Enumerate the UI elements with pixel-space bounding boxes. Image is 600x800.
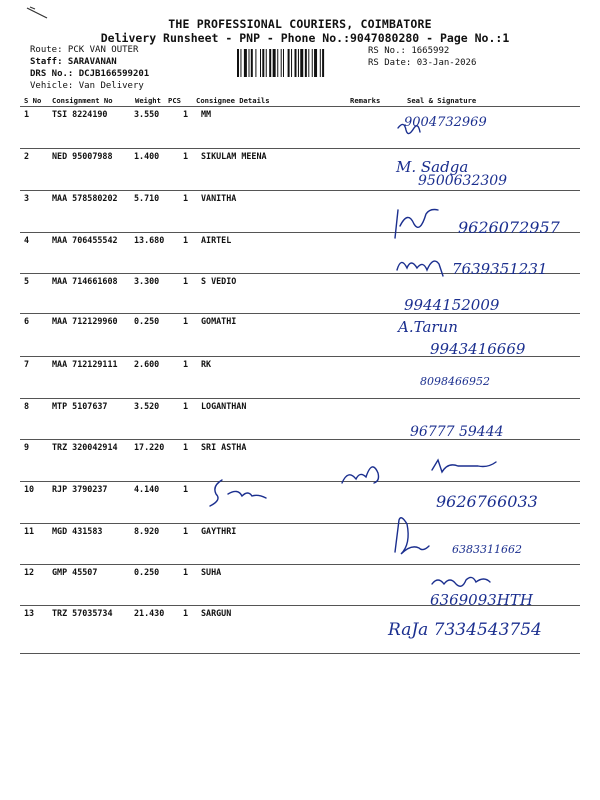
table-row: [0, 359, 600, 399]
cell-consignee: VANITHA: [201, 193, 237, 203]
col-header-remarks: Remarks: [350, 96, 381, 105]
col-header-sno: S No: [24, 96, 42, 105]
row-divider: [20, 564, 580, 565]
barcode-bar: [322, 49, 324, 77]
drs-number: DRS No.: DCJB166599201: [30, 69, 150, 79]
barcode-bar: [288, 49, 290, 77]
handwritten-phone: 7639351231: [452, 260, 548, 278]
row-divider: [20, 190, 580, 191]
cell-sno: 13: [24, 608, 35, 618]
cell-pcs: 1: [183, 567, 189, 577]
handwritten-phone: 9500632309: [418, 173, 508, 189]
cell-consignment: TSI 8224190: [52, 109, 108, 119]
barcode-bar: [291, 49, 292, 77]
table-row: [0, 401, 600, 441]
cell-weight: 5.710: [134, 193, 160, 203]
vehicle-info: Vehicle: Van Delivery: [30, 81, 144, 91]
cell-consignment: TRZ 57035734: [52, 608, 113, 618]
barcode-bar: [308, 49, 309, 77]
cell-sno: 12: [24, 567, 35, 577]
cell-weight: 17.220: [134, 442, 165, 452]
cell-sno: 4: [24, 235, 30, 245]
cell-weight: 1.400: [134, 151, 160, 161]
handwritten-phone: 6369093HTH: [430, 591, 533, 609]
cell-consignment: GMP 45507: [52, 567, 98, 577]
barcode-bar: [237, 49, 239, 77]
row-divider: [20, 481, 580, 482]
cell-consignee: SARGUN: [201, 608, 232, 618]
table-row: [0, 109, 600, 149]
barcode-bar: [251, 49, 253, 77]
barcode-bar: [255, 49, 256, 77]
cell-pcs: 1: [183, 235, 189, 245]
cell-consignment: MAA 706455542: [52, 235, 118, 245]
cell-pcs: 1: [183, 316, 189, 326]
cell-consignment: RJP 3790237: [52, 484, 108, 494]
row-divider: [20, 148, 580, 149]
barcode-bar: [314, 49, 317, 77]
table-row: [0, 276, 600, 316]
handwritten-phone: 9626766033: [436, 492, 538, 511]
cell-consignee: S VEDIO: [201, 276, 237, 286]
corner-tick-mark: [26, 6, 48, 20]
handwritten-phone: 96777 59444: [410, 424, 504, 440]
cell-pcs: 1: [183, 401, 189, 411]
table-row: [0, 151, 600, 191]
barcode-bar: [295, 49, 297, 77]
cell-consignee: SUHA: [201, 567, 222, 577]
col-header-consignment: Consignment No: [52, 96, 113, 105]
cell-consignee: GAYTHRI: [201, 526, 237, 536]
barcode-bar: [298, 49, 299, 77]
cell-weight: 13.680: [134, 235, 165, 245]
handwritten-phone: 9944152009: [404, 296, 500, 314]
handwritten-phone: 9943416669: [430, 340, 526, 358]
cell-weight: 8.920: [134, 526, 160, 536]
cell-consignment: NED 95007988: [52, 151, 113, 161]
cell-sno: 6: [24, 316, 30, 326]
handwritten-name-phone: RaJa 7334543754: [388, 620, 542, 640]
cell-consignment: MAA 712129111: [52, 359, 118, 369]
cell-pcs: 1: [183, 484, 189, 494]
cell-consignment: MAA 714661608: [52, 276, 118, 286]
route-info: Route: PCK VAN OUTER: [30, 45, 139, 55]
cell-sno: 11: [24, 526, 35, 536]
barcode-bar: [262, 49, 264, 77]
barcode-bar: [320, 49, 321, 77]
handwritten-phone: 8098466952: [420, 375, 490, 388]
barcode-bar: [283, 49, 284, 77]
col-header-seal-signature: Seal & Signature: [407, 96, 477, 105]
row-divider: [20, 398, 580, 399]
cell-weight: 4.140: [134, 484, 160, 494]
cell-pcs: 1: [183, 608, 189, 618]
barcode-bar: [300, 49, 303, 77]
barcode-bar: [244, 49, 247, 77]
cell-pcs: 1: [183, 276, 189, 286]
cell-sno: 10: [24, 484, 35, 494]
cell-sno: 2: [24, 151, 30, 161]
cell-consignee: SRI ASTHA: [201, 442, 247, 452]
rs-date: RS Date: 03-Jan-2026: [368, 58, 477, 68]
handwritten-phone: 6383311662: [452, 543, 522, 556]
handwritten-phone: 9626072957: [458, 218, 560, 237]
handwritten-phone: 9004732969: [404, 115, 487, 130]
cell-consignee: MM: [201, 109, 212, 119]
staff-info: Staff: SARAVANAN: [30, 57, 117, 67]
rs-number: RS No.: 1665992: [368, 46, 450, 56]
cell-sno: 5: [24, 276, 30, 286]
col-header-pcs: PCS: [168, 96, 181, 105]
barcode-bar: [266, 49, 267, 77]
cell-consignee: AIRTEL: [201, 235, 232, 245]
cell-sno: 7: [24, 359, 30, 369]
cell-consignee: RK: [201, 359, 212, 369]
cell-weight: 21.430: [134, 608, 165, 618]
barcode-bar: [281, 49, 282, 77]
cell-consignment: MAA 712129960: [52, 316, 118, 326]
cell-weight: 2.600: [134, 359, 160, 369]
cell-pcs: 1: [183, 526, 189, 536]
table-row: [0, 442, 600, 482]
cell-sno: 8: [24, 401, 30, 411]
cell-weight: 3.300: [134, 276, 160, 286]
barcode-bar: [312, 49, 313, 77]
cell-consignee: GOMATHI: [201, 316, 237, 326]
handwritten-name: A.Tarun: [398, 318, 458, 336]
col-header-weight: Weight: [135, 96, 161, 105]
cell-consignment: MTP 5107637: [52, 401, 108, 411]
cell-pcs: 1: [183, 151, 189, 161]
runsheet-subtitle: Delivery Runsheet - PNP - Phone No.:9047080280 - Page No.:1: [100, 31, 510, 45]
cell-weight: 3.520: [134, 401, 160, 411]
cell-sno: 1: [24, 109, 30, 119]
cell-pcs: 1: [183, 359, 189, 369]
cell-consignment: MAA 578580202: [52, 193, 118, 203]
handwritten-name: M. Sadga: [396, 158, 469, 176]
cell-weight: 0.250: [134, 567, 160, 577]
barcode-bar: [277, 49, 278, 77]
header-divider: [20, 106, 580, 107]
barcode-bar: [260, 49, 261, 77]
cell-consignment: MGD 431583: [52, 526, 103, 536]
row-divider: [20, 523, 580, 524]
barcode-bar: [240, 49, 241, 77]
cell-weight: 3.550: [134, 109, 160, 119]
barcode: [237, 49, 363, 77]
cell-consignee: LOGANTHAN: [201, 401, 247, 411]
barcode-bar: [249, 49, 250, 77]
cell-pcs: 1: [183, 442, 189, 452]
cell-sno: 9: [24, 442, 30, 452]
cell-weight: 0.250: [134, 316, 160, 326]
cell-pcs: 1: [183, 193, 189, 203]
company-title: THE PROFESSIONAL COURIERS, COIMBATORE: [168, 17, 432, 31]
cell-consignment: TRZ 320042914: [52, 442, 118, 452]
table-bottom-border: [20, 653, 580, 654]
cell-consignee: SIKULAM MEENA: [201, 151, 267, 161]
barcode-bar: [269, 49, 271, 77]
barcode-bar: [273, 49, 276, 77]
cell-sno: 3: [24, 193, 30, 203]
cell-pcs: 1: [183, 109, 189, 119]
barcode-bar: [305, 49, 307, 77]
col-header-consignee: Consignee Details: [196, 96, 270, 105]
